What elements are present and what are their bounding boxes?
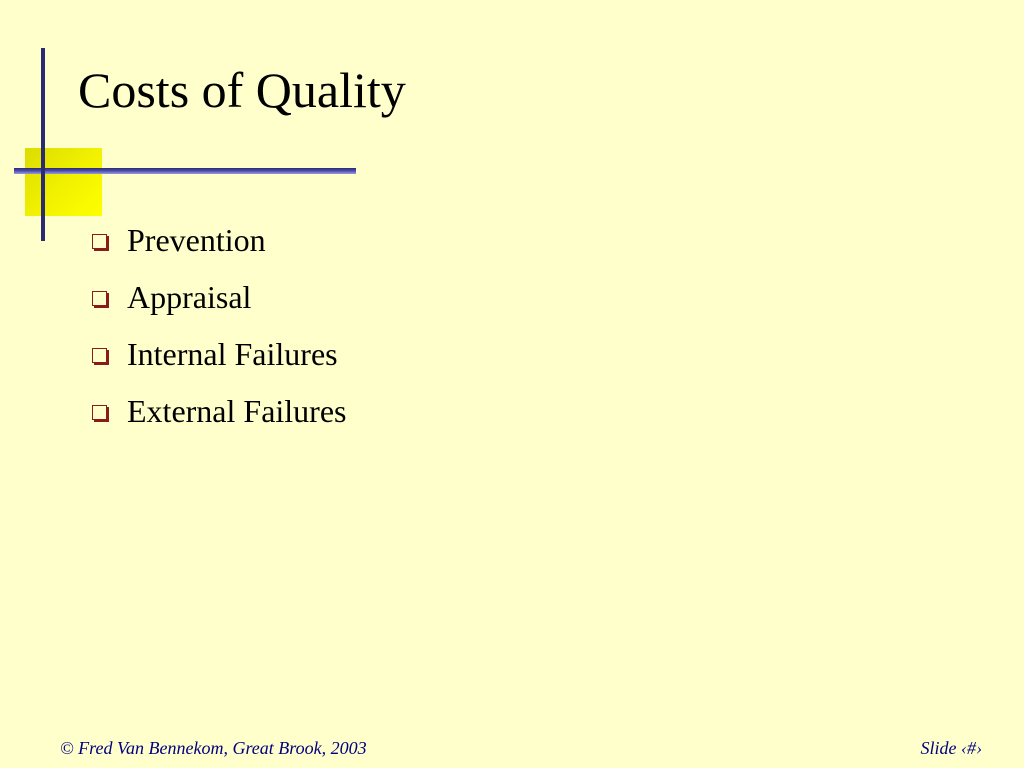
bullet-item-appraisal [90, 269, 346, 326]
horizontal-rule [14, 168, 356, 174]
bullet-item-external-failures [90, 383, 346, 440]
square-bullet-icon [92, 234, 107, 249]
square-bullet-icon [92, 348, 107, 363]
bullet-label: Internal Failures [127, 336, 338, 372]
yellow-accent-square [25, 148, 102, 216]
bullet-label: External Failures [127, 393, 347, 429]
vertical-rule [41, 48, 45, 241]
bullet-item-prevention [90, 212, 346, 269]
slide-title: Costs of Quality [78, 62, 406, 118]
bullet-list [90, 212, 346, 440]
footer-copyright: © Fred Van Bennekom, Great Brook, 2003 [60, 738, 367, 758]
bullet-label: Prevention [127, 222, 266, 258]
bullet-label: Appraisal [127, 279, 252, 315]
bullet-item-internal-failures [90, 326, 346, 383]
footer-slide-number: Slide ‹#› [920, 738, 982, 758]
square-bullet-icon [92, 405, 107, 420]
square-bullet-icon [92, 291, 107, 306]
